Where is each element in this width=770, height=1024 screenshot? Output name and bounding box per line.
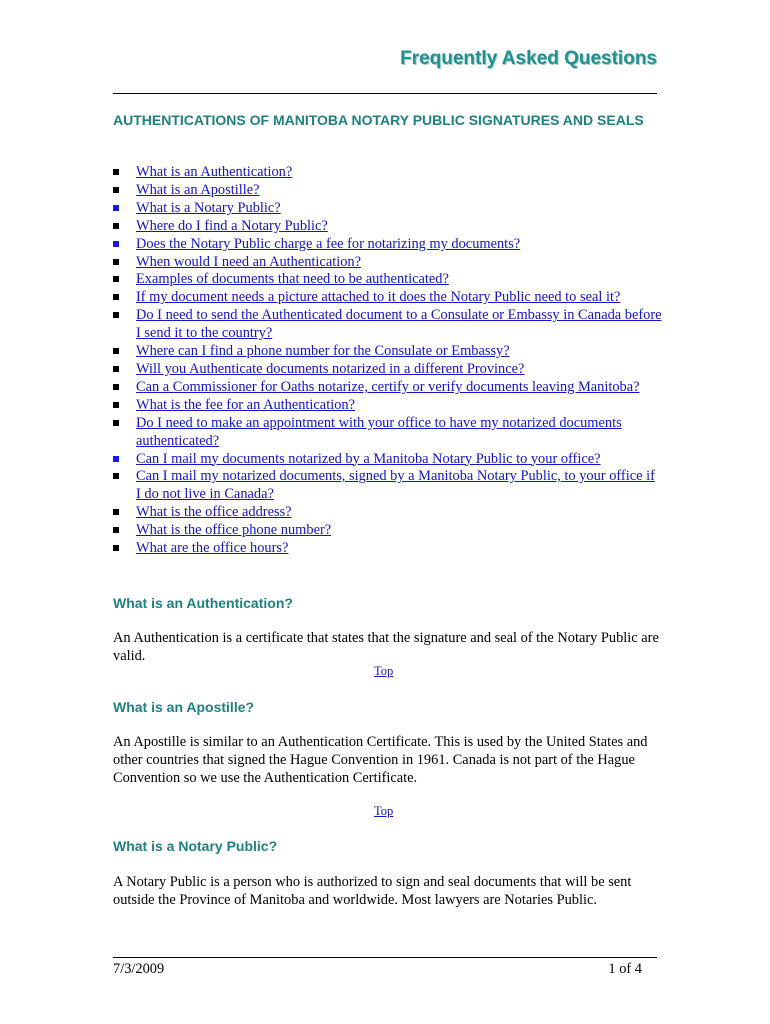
list-item — [113, 379, 663, 397]
list-item — [113, 200, 663, 218]
list-item — [113, 343, 663, 361]
faq-link[interactable]: What is the office address? — [136, 504, 292, 521]
faq-link-list — [113, 164, 663, 558]
list-item — [113, 451, 663, 469]
faq-link[interactable]: Do I need to make an appointment with your office to have my notarized documents authenticated? — [136, 414, 622, 449]
bullet-icon — [113, 223, 119, 229]
footer-divider — [113, 957, 657, 958]
faq-link[interactable]: If my document needs a picture attached to it does the Notary Public need to seal it? — [136, 289, 621, 306]
bullet-icon — [113, 420, 119, 426]
list-item — [113, 236, 663, 254]
question-heading: What is an Apostille? — [113, 699, 255, 715]
page-number: 1 of 4 — [608, 961, 642, 977]
faq-link[interactable]: When would I need an Authentication? — [136, 253, 361, 270]
faq-link[interactable]: Do I need to send the Authenticated document to a Consulate or Embassy in Canada before I send it to the country? — [136, 307, 662, 342]
bullet-icon — [113, 187, 119, 193]
list-item — [113, 254, 663, 272]
list-item — [113, 522, 663, 540]
list-item — [113, 397, 663, 415]
header-divider — [113, 93, 657, 94]
page-title: Frequently Asked Questions — [400, 48, 657, 69]
bullet-icon — [113, 294, 119, 300]
question-heading: What is an Authentication? — [113, 595, 293, 611]
faq-link[interactable]: Examples of documents that need to be authenticated? — [136, 271, 449, 288]
bullet-icon — [113, 169, 119, 175]
bullet-icon — [113, 348, 119, 354]
bullet-icon — [113, 402, 119, 408]
list-item — [113, 540, 663, 558]
question-heading: What is a Notary Public? — [113, 838, 278, 854]
list-item — [113, 468, 663, 504]
bullet-icon — [113, 205, 119, 211]
faq-link[interactable]: What are the office hours? — [136, 540, 289, 557]
faq-link[interactable]: Where do I find a Notary Public? — [136, 217, 328, 234]
bullet-icon — [113, 259, 119, 265]
bullet-icon — [113, 509, 119, 515]
answer-text: A Notary Public is a person who is authorized to sign and seal documents that will be sent outside the Province of Manitoba and worldwide. Most lawyers are Notaries Public. — [113, 874, 632, 908]
answer-text: An Authentication is a certificate that states that the signature and seal of the Notary Public are valid. — [113, 630, 659, 664]
list-item — [113, 307, 663, 343]
bullet-icon — [113, 276, 119, 282]
bullet-icon — [113, 312, 119, 318]
footer-date: 7/3/2009 — [113, 961, 165, 977]
faq-link[interactable]: Can I mail my documents notarized by a Manitoba Notary Public to your office? — [136, 450, 601, 467]
faq-link[interactable]: Can I mail my notarized documents, signed by a Manitoba Notary Public, to your office if I do not live in Canada? — [136, 468, 655, 503]
top-link[interactable]: Top — [374, 804, 394, 818]
section-heading: AUTHENTICATIONS OF MANITOBA NOTARY PUBLIC SIGNATURES AND SEALS — [113, 112, 644, 128]
top-link[interactable]: Top — [374, 664, 394, 678]
faq-link[interactable]: Where can I find a phone number for the Consulate or Embassy? — [136, 343, 510, 360]
bullet-icon — [113, 545, 119, 551]
faq-link[interactable]: What is an Apostille? — [136, 181, 260, 198]
bullet-icon — [113, 366, 119, 372]
list-item — [113, 218, 663, 236]
faq-link[interactable]: What is the office phone number? — [136, 522, 332, 539]
list-item — [113, 289, 663, 307]
bullet-icon — [113, 473, 119, 479]
faq-link[interactable]: Does the Notary Public charge a fee for notarizing my documents? — [136, 235, 521, 252]
list-item — [113, 182, 663, 200]
list-item — [113, 415, 663, 451]
answer-text: An Apostille is similar to an Authentication Certificate. This is used by the United States and other countries that signed the Hague Convention in 1961. Canada is not part of the Hague Convention so we use the Authentication Certificate. — [113, 734, 648, 786]
bullet-icon — [113, 384, 119, 390]
faq-link[interactable]: What is an Authentication? — [136, 164, 293, 180]
faq-link[interactable]: Will you Authenticate documents notarized in a different Province? — [136, 360, 525, 377]
bullet-icon — [113, 527, 119, 533]
list-item — [113, 271, 663, 289]
bullet-icon — [113, 456, 119, 462]
list-item — [113, 361, 663, 379]
list-item — [113, 504, 663, 522]
faq-link[interactable]: What is a Notary Public? — [136, 199, 281, 216]
faq-link[interactable]: What is the fee for an Authentication? — [136, 396, 355, 413]
faq-link[interactable]: Can a Commissioner for Oaths notarize, certify or verify documents leaving Manitoba? — [136, 378, 640, 395]
list-item — [113, 164, 663, 182]
bullet-icon — [113, 241, 119, 247]
